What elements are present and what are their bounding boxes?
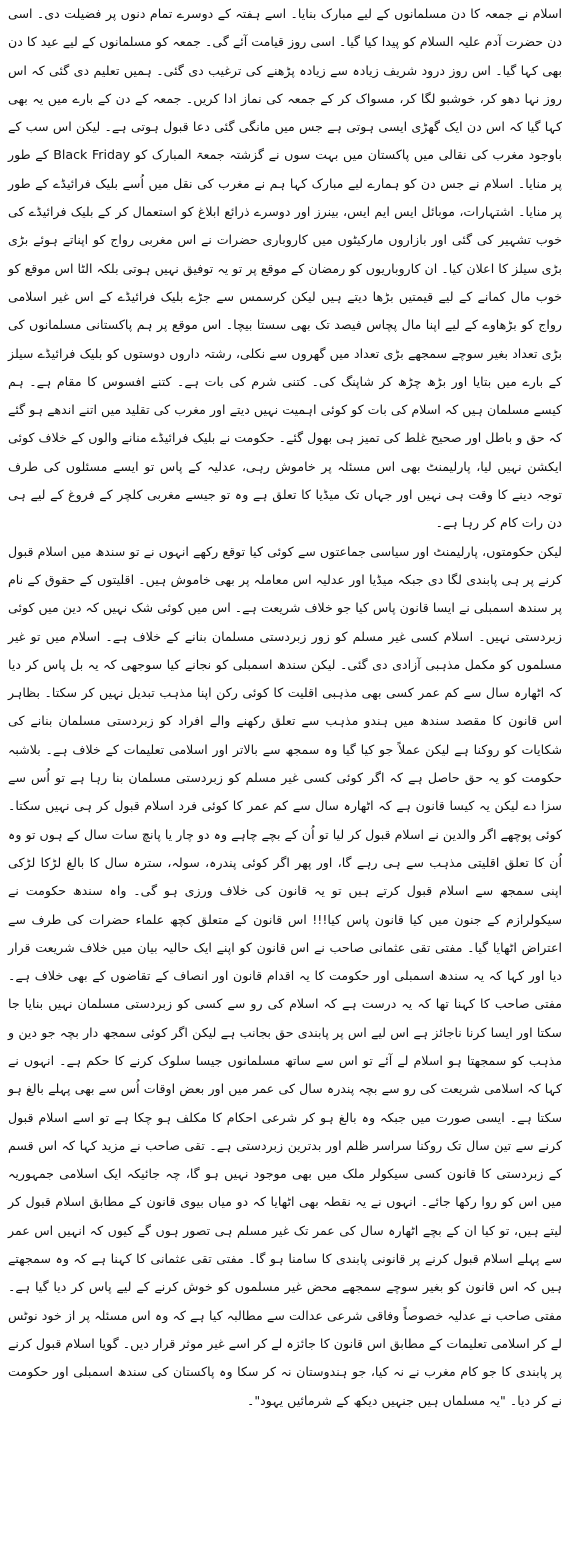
article-paragraph: لیکن حکومتوں، پارلیمنٹ اور سیاسی جماعتوں سے کوئی کیا توقع رکھے انہوں نے تو سندھ میں اسلام قبول کرنے پر ہی پابندی لگا دی جبکہ میڈیا اور عدلیہ اس معاملہ پر بھی خاموش ہیں۔ اقلیتوں کے حقوق کے نام پر سندھ اسمبلی نے ایسا قانون پاس کیا جو خلاف شریعت ہے۔ اس میں کوئی شک نہیں کہ دین میں کوئی زبردستی نہیں۔ اسلام کسی غیر مسلم کو زور زبردستی مسلمان بنانے کے خلاف ہے۔ اسلام میں تو غیر مسلموں کو مکمل مذہبی آزادی دی گئی۔ لیکن سندھ اسمبلی کو نجانے کیا سوجھی کہ یہ بل پاس کر دیا کہ اٹھارہ سال سے کم عمر کسی بھی مذہبی اقلیت کا کوئی رکن اپنا مذہب تبدیل نہیں کر سکتا۔ بظاہر اس قانون کا مقصد سندھ میں ہندو مذہب سے تعلق رکھنے والے افراد کو زبردستی مسلمان بنانے کی شکایات کو روکنا ہے لیکن عملاً جو کیا گیا وہ سمجھ سے بالاتر اور اسلامی تعلیمات کے خلاف ہے۔ بلاشبہ حکومت کو یہ حق حاصل ہے کہ اگر کوئی کسی غیر مسلم کو زبردستی مسلمان بنا رہا ہے تو اُس سے سزا دے لیکن یہ کیسا قانون ہے کہ اٹھارہ سال سے کم عمر کا کوئی فرد اسلام قبول کر ہی نہیں سکتا۔ کوئی پوچھے اگر والدین نے اسلام قبول کر لیا تو اُن کے بچے چاہے وہ دو چار یا پانچ سات سال کے ہوں تو وہ اُن کا تعلق اقلیتی مذہب سے ہی رہے گا، اور پھر اگر کوئی پندرہ، سولہ، سترہ سال کا بالغ لڑکا لڑکی اپنی سمجھ سے اسلام قبول کرتے ہیں تو یہ قانون کی خلاف ورزی ہو گی۔ واہ سندھ حکومت نے سیکولرازم کے جنون میں کیا قانون پاس کیا!!! اس قانون کے متعلق کچھ علماء حضرات کی طرف سے اعتراض اٹھایا گیا۔ مفتی تقی عثمانی صاحب نے اس قانون کو اپنے ایک حالیہ بیان میں خلاف شریعت قرار دیا اور کہا کہ یہ سندھ اسمبلی اور حکومت کا یہ اقدام قانون اور انصاف کے تقاضوں کے بھی خلاف ہے۔ مفتی صاحب کا کہنا تھا کہ یہ درست ہے کہ اسلام کی رو سے کسی کو زبردستی مسلمان نہیں بنایا جا سکتا اور ایسا کرنا ناجائز ہے اس لیے اس پر پابندی حق بجانب ہے لیکن اگر کوئی سمجھ دار بچہ جو دین و مذہب کو سمجھتا ہو اسلام لے آئے تو اس سے ساتھ مسلمانوں جیسا سلوک کرنے کا حکم ہے۔ انہوں نے کہا کہ اسلامی شریعت کی رو سے بچہ پندرہ سال کی عمر میں اور بعض اوقات اُس سے بھی پہلے بالغ ہو سکتا ہے۔ ایسی صورت میں جبکہ وہ بالغ ہو کر شرعی احکام کا مکلف ہو چکا ہے تو اسے اسلام قبول کرنے سے تین سال تک روکنا سراسر ظلم اور بدترین زبردستی ہے۔ تقی صاحب نے مزید کہا کہ اس قسم کے زبردستی کا قانون کسی سیکولر ملک میں بھی موجود نہیں ہو گا، چہ جائیکہ ایک اسلامی جمہوریہ میں اس کو روا رکھا جائے۔ انہوں نے یہ نقطہ بھی اٹھایا کہ دو میاں بیوی قانون کے مطابق اسلام قبول کر لیتے ہیں، تو کیا ان کے بچے اٹھارہ سال کی عمر تک غیر مسلم ہی تصور ہوں گے کیوں کہ انہیں اس عمر سے پہلے اسلام قبول کرنے پر قانونی پابندی کا سامنا ہو گا۔ مفتی تقی عثمانی کا کہنا ہے کہ وہ سمجھتے ہیں کہ اس قانون کو بغیر سوچے سمجھے محض غیر مسلموں کو خوش کرنے کے لیے پاس کر دیا گیا ہے۔ مفتی صاحب نے عدلیہ خصوصاً وفاقی شرعی عدالت سے مطالبہ کیا ہے کہ وہ اس مسئلہ پر از خود نوٹس لے کر اسلامی تعلیمات کے مطابق اس قانون کا جائزہ لے کر اسے غیر موثر قرار دیں۔ گویا اسلام قبول کرنے پر پابندی کا جو کام مغرب نے نہ کیا، جو ہندوستان نہ کر سکا وہ پاکستان کی سندھ اسمبلی اور حکومت نے کر دیا۔ "یہ مسلماں ہیں جنہیں دیکھ کے شرمائیں یہود"۔ [8, 543, 562, 1408]
article-paragraph: اسلام نے جمعہ کا دن مسلمانوں کے لیے مبارک بنایا۔ اسے ہفتہ کے دوسرے تمام دنوں پر فضیلت دی۔ اسی دن حضرت آدم علیہ السلام کو پیدا کیا گیا۔ اسی روز قیامت آئے گی۔ جمعہ کو مسلمانوں کے لیے عید کا دن بھی کہا گیا۔ اس روز درود شریف زیادہ سے زیادہ پڑھنے کی ترغیب دی گئی۔ ہمیں تعلیم دی گئی کہ اس روز نہا دھو کر، خوشبو لگا کر، مسواک کر کے جمعہ کی نماز ادا کریں۔ جمعہ کے دن کے بارے میں یہ بھی کہا گیا کہ اس دن ایک گھڑی ایسی ہوتی ہے جس میں مانگی گئی دعا قبول ہوتی ہے۔ لیکن اس سب کے باوجود مغرب کی نقالی میں پاکستان میں بہت سوں نے گزشتہ جمعۃ المبارک کو Black Friday کے طور پر منایا۔ اسلام نے جس دن کو ہمارے لیے مبارک کہا ہم نے مغرب کی نقل میں اُسے بلیک فرائیڈے کے طور پر منایا۔ اشتہارات، موبائل ایس ایم ایس، بینرز اور دوسرے ذرائع ابلاغ کو استعمال کر کے بلیک فرائیڈے کی خوب تشہیر کی گئی اور بازاروں مارکیٹوں میں کاروباری حضرات نے اس مغربی رواج کو اپناتے ہوئے بڑی بڑی سیلز کا اعلان کیا۔ ان کاروباریوں کو رمضان کے موقع پر تو یہ توفیق نہیں ہوتی بلکہ الٹا اس موقع کو خوب مال کمانے کے لیے قیمتیں بڑھا دیتے ہیں لیکن کرسمس سے جڑے بلیک فرائیڈے کے اس غیر اسلامی رواج کو بڑھاوے کے لیے اپنا مال پچاس فیصد تک بھی سستا بیچا۔ اس موقع پر ہم پاکستانی مسلمانوں کی بڑی تعداد بغیر سوچے سمجھے بڑی تعداد میں گھروں سے نکلی، رشتہ داروں دوستوں کو بلیک فرائیڈے سیلز کے بارے میں بتایا اور بڑھ چڑھ کر شاپنگ کی۔ کتنی شرم کی بات ہے۔ کتنے افسوس کا مقام ہے۔ ہم کیسے مسلمان ہیں کہ اسلام کی بات کو کوئی اہمیت نہیں دیتے اور مغرب کی تقلید میں اتنے اندھے ہو گئے کہ حق و باطل اور صحیح غلط کی تمیز ہی بھول گئے۔ حکومت نے بلیک فرائیڈے منانے والوں کے خلاف کوئی ایکشن نہیں لیا، پارلیمنٹ بھی اس مسئلہ پر خاموش رہی، عدلیہ کے پاس تو ایسے مسئلوں کی طرف توجہ دینے کا وقت ہی نہیں اور جہاں تک میڈیا کا تعلق ہے وہ تو جیسے مغربی کلچر کے فروغ کے لیے ہی دن رات کام کر رہا ہے۔ [8, 6, 562, 531]
